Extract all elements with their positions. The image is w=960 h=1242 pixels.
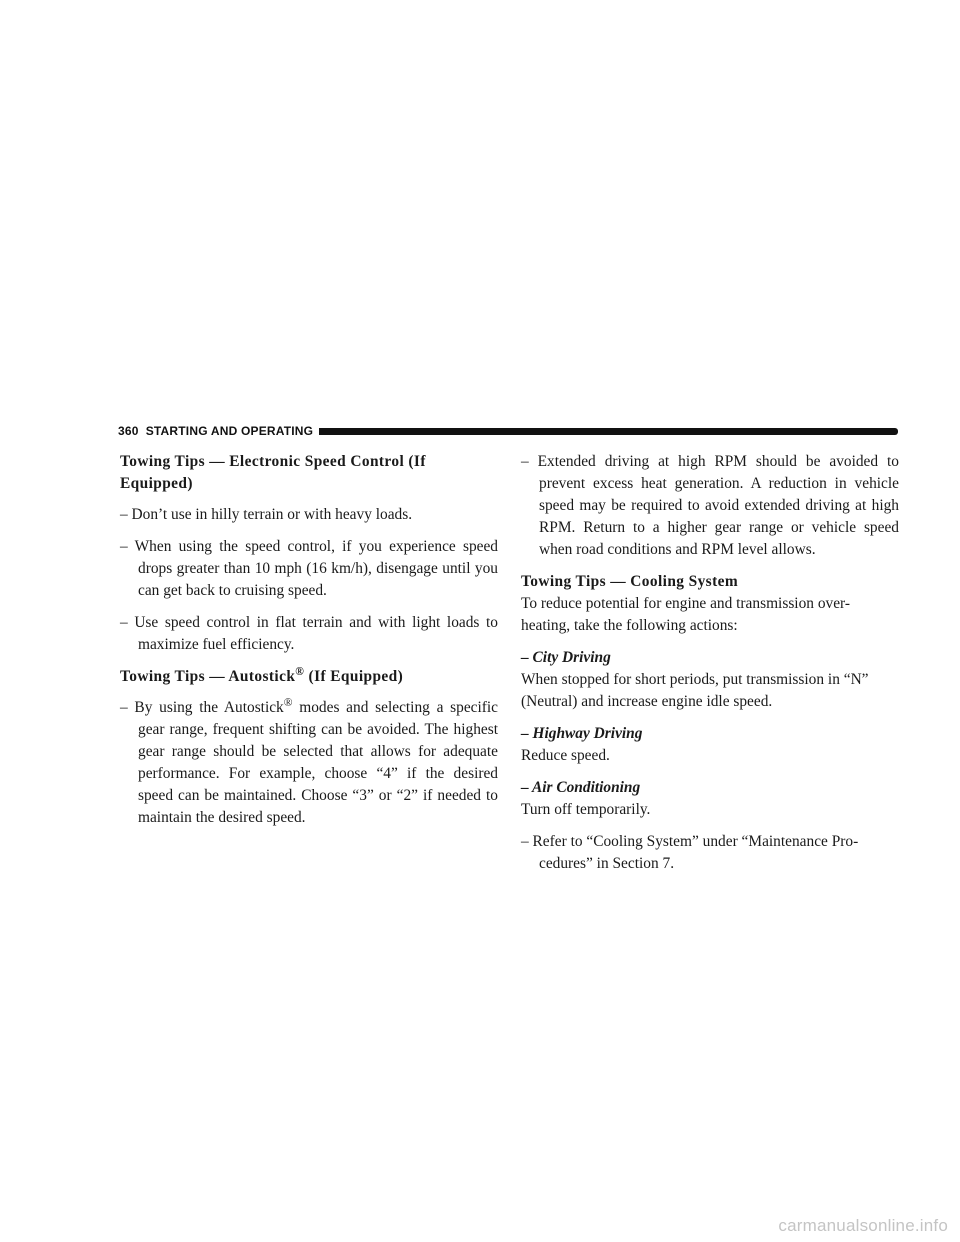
autostick-bullet-post: modes and selecting a specific gear range, frequent shifting can be avoided. The highest gear range should be selected that allows for adequate performance. For example, choose “4” if the desired speed can be maintained. Choose “3” or “2” if needed to maintain the desired speed. <box>138 699 499 826</box>
speed-control-bullet-flat: – Use speed control in flat terrain and with light loads to maximize fuel efficiency. <box>120 614 498 653</box>
page-header-text <box>118 424 313 438</box>
registered-mark: ® <box>283 696 293 709</box>
rpm-bullet: – Extended driving at high RPM should be avoided to prevent excess heat generation. A reduction in vehicle speed may be required to avoid extended driving at high RPM. Return to a higher gear range or vehicle speed when road conditions and RPM level allows. <box>521 453 899 558</box>
registered-mark: ® <box>295 665 305 678</box>
autostick-heading-post: (If Equipped) <box>304 668 404 685</box>
page-header <box>118 423 898 439</box>
cooling-intro-line2: heating, take the following actions: <box>521 617 738 634</box>
autostick-heading-pre: Towing Tips — Autostick <box>120 668 296 685</box>
speed-control-heading <box>120 451 498 495</box>
header-rule <box>319 428 898 435</box>
refer-bullet-line2: cedures” in Section 7. <box>539 855 675 872</box>
autostick-bullet-pre: – By using the Autostick <box>120 699 284 716</box>
cooling-intro-line1: To reduce potential for engine and transmission over- <box>521 595 850 612</box>
speed-control-bullet-drops: – When using the speed control, if you experience speed drops greater than 10 mph (16 km/h), disengage until you can get back to cruising speed. <box>120 538 498 599</box>
highway-driving-text: Reduce speed. <box>521 747 610 764</box>
speed-control-heading-line2: Equipped) <box>120 475 193 492</box>
cooling-heading: Towing Tips — Cooling System <box>521 573 739 590</box>
right-column <box>521 451 899 885</box>
speed-control-heading-line1: Towing Tips — Electronic Speed Control (If <box>120 453 426 470</box>
air-conditioning-label: – Air Conditioning <box>521 779 641 796</box>
left-column <box>120 451 498 839</box>
watermark: carmanualsonline.info <box>778 1216 948 1235</box>
autostick-bullet <box>120 697 498 829</box>
air-conditioning-text: Turn off temporarily. <box>521 801 651 818</box>
refer-bullet <box>521 831 899 875</box>
refer-bullet-line1: – Refer to “Cooling System” under “Maintenance Pro- <box>521 833 859 850</box>
autostick-heading <box>120 666 498 688</box>
section-title: STARTING AND OPERATING <box>145 424 314 438</box>
cooling-intro <box>521 593 899 637</box>
speed-control-bullet-hills: – Don’t use in hilly terrain or with heavy loads. <box>120 506 413 523</box>
city-driving-text: When stopped for short periods, put transmission in “N” (Neutral) and increase engine idle speed. <box>521 671 869 710</box>
city-driving-label: – City Driving <box>521 649 611 666</box>
page-number: 360 <box>118 424 139 438</box>
highway-driving-label: – Highway Driving <box>521 725 643 742</box>
